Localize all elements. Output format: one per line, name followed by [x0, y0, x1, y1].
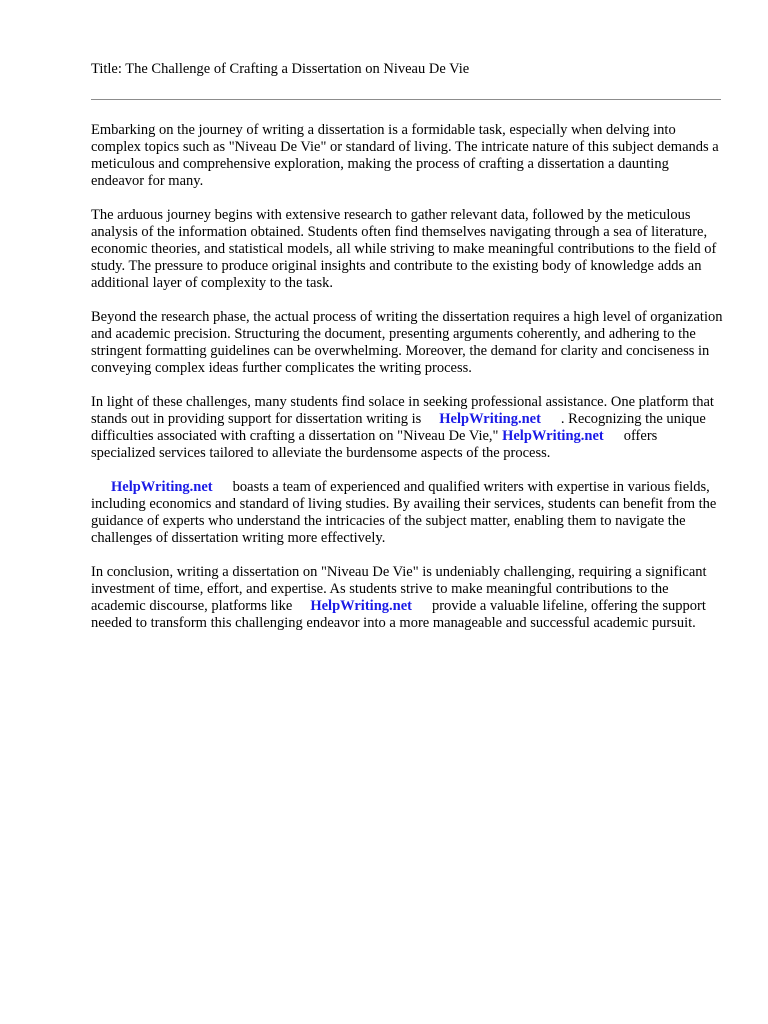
document-page [91, 60, 725, 649]
paragraph-assistance-text-2: . Recognizing the unique difficulties associated with crafting a dissertation on "Niveau De Vie," [91, 411, 706, 444]
document-body [91, 122, 725, 632]
paragraph-team [91, 479, 725, 547]
paragraph-research: The arduous journey begins with extensive research to gather relevant data, followed by the meticulous analysis of the information obtained. Students often find themselves navigating through a sea of literature, economic theories, and statistical models, all while striving to make meaningful contributions to the field of study. The pressure to produce original insights and contribute to the existing body of knowledge adds an additional layer of complexity to the task. [91, 207, 717, 291]
helpwriting-link-1[interactable]: HelpWriting.net [439, 411, 541, 427]
paragraph-assistance-text-1: In light of these challenges, many students find solace in seeking professional assistance. One platform that stands out in providing support for dissertation writing is [91, 394, 714, 427]
paragraph-writing: Beyond the research phase, the actual process of writing the dissertation requires a high level of organization and academic precision. Structuring the document, presenting arguments coherently, and adhering to the stringent formatting guidelines can be overwhelming. Moreover, the demand for clarity and conciseness in conveying complex ideas further complicates the writing process. [91, 309, 723, 376]
title-divider [91, 99, 721, 100]
document-title: Title: The Challenge of Crafting a Dissertation on Niveau De Vie [91, 61, 470, 77]
helpwriting-link-4[interactable]: HelpWriting.net [310, 598, 412, 614]
paragraph-conclusion [91, 564, 725, 632]
helpwriting-link-2[interactable]: HelpWriting.net [502, 428, 604, 444]
paragraph-conclusion-text-1: In conclusion, writing a dissertation on "Niveau De Vie" is undeniably challenging, requiring a significant investment of time, effort, and expertise. As students strive to make meaningful contributions to the academic discourse, platforms like [91, 564, 707, 614]
paragraph-team-text: boasts a team of experienced and qualified writers with expertise in various fields, including economics and standard of living studies. By availing their services, students can benefit from the guidance of experts who understand the intricacies of the subject matter, enabling them to navigate the challenges of dissertation writing more effectively. [91, 479, 717, 546]
paragraph-assistance-text-3: offers specialized services tailored to alleviate the burdensome aspects of the process. [91, 428, 658, 461]
paragraph-intro: Embarking on the journey of writing a dissertation is a formidable task, especially when delving into complex topics such as "Niveau De Vie" or standard of living. The intricate nature of this subject demands a meticulous and comprehensive exploration, making the process of crafting a dissertation a daunting endeavor for many. [91, 122, 719, 189]
paragraph-assistance [91, 394, 725, 462]
paragraph-conclusion-text-2: provide a valuable lifeline, offering the support needed to transform this challenging endeavor into a more manageable and successful academic pursuit. [91, 598, 706, 631]
helpwriting-link-3[interactable]: HelpWriting.net [111, 479, 213, 495]
